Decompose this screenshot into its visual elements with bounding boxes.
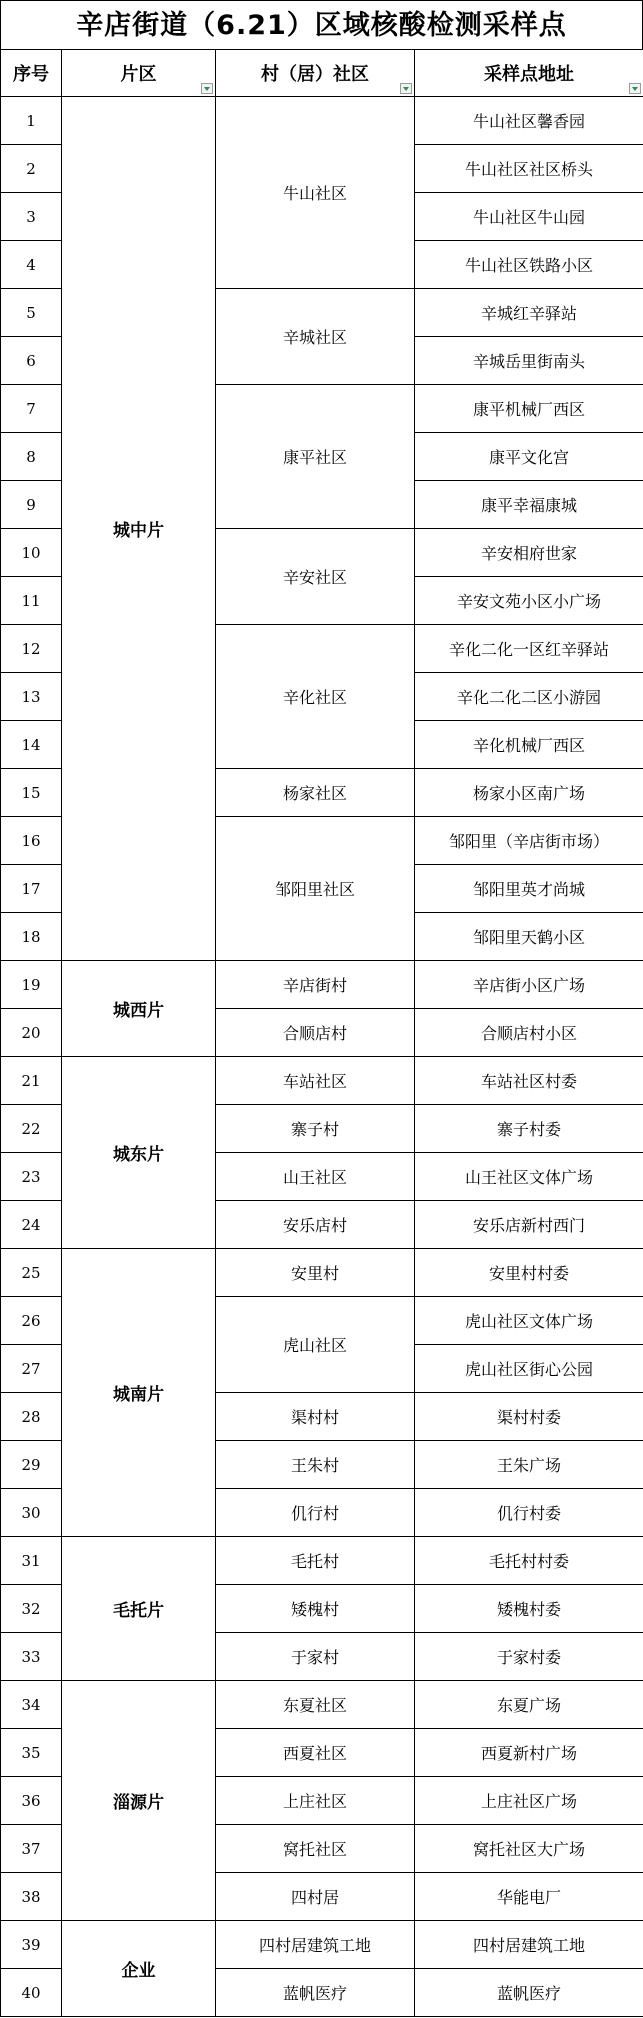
cell-community[interactable]: 牛山社区 bbox=[216, 97, 415, 289]
cell-site-address[interactable]: 辛城红辛驿站 bbox=[415, 289, 643, 337]
sheet-title: 辛店街道（6.21）区域核酸检测采样点 bbox=[0, 0, 643, 49]
cell-index[interactable]: 4 bbox=[1, 241, 62, 289]
cell-site-address[interactable]: 杨家小区南广场 bbox=[415, 769, 643, 817]
cell-zone[interactable]: 毛托片 bbox=[62, 1537, 216, 1681]
cell-index[interactable]: 37 bbox=[1, 1825, 62, 1873]
cell-site-address[interactable]: 辛化二化一区红辛驿站 bbox=[415, 625, 643, 673]
cell-site-address[interactable]: 仉行村委 bbox=[415, 1489, 643, 1537]
table-row bbox=[1, 1681, 643, 1729]
cell-index[interactable]: 26 bbox=[1, 1297, 62, 1345]
cell-index[interactable]: 11 bbox=[1, 577, 62, 625]
cell-community[interactable]: 上庄社区 bbox=[216, 1777, 415, 1825]
cell-site-address[interactable]: 邹阳里天鹤小区 bbox=[415, 913, 643, 961]
cell-community[interactable]: 四村居建筑工地 bbox=[216, 1921, 415, 1969]
cell-site-address[interactable]: 车站社区村委 bbox=[415, 1057, 643, 1105]
cell-community[interactable]: 辛化社区 bbox=[216, 625, 415, 769]
cell-zone[interactable]: 城西片 bbox=[62, 961, 216, 1057]
cell-site-address[interactable]: 安里村村委 bbox=[415, 1249, 643, 1297]
cell-index[interactable]: 13 bbox=[1, 673, 62, 721]
cell-index[interactable]: 1 bbox=[1, 97, 62, 145]
cell-site-address[interactable]: 邹阳里（辛店街市场） bbox=[415, 817, 643, 865]
cell-site-address[interactable]: 寨子村委 bbox=[415, 1105, 643, 1153]
cell-zone[interactable]: 淄源片 bbox=[62, 1681, 216, 1921]
cell-community[interactable]: 虎山社区 bbox=[216, 1297, 415, 1393]
cell-index[interactable]: 27 bbox=[1, 1345, 62, 1393]
table-row bbox=[1, 961, 643, 1009]
cell-index[interactable]: 19 bbox=[1, 961, 62, 1009]
cell-zone[interactable]: 城南片 bbox=[62, 1249, 216, 1537]
cell-site-address[interactable]: 康平机械厂西区 bbox=[415, 385, 643, 433]
header-site bbox=[415, 50, 643, 97]
table-row bbox=[1, 1921, 643, 1969]
header-zone-label: 片区 bbox=[120, 64, 157, 85]
cell-index[interactable]: 40 bbox=[1, 1969, 62, 2017]
cell-index[interactable]: 14 bbox=[1, 721, 62, 769]
header-community bbox=[216, 50, 415, 97]
cell-community[interactable]: 安里村 bbox=[216, 1249, 415, 1297]
cell-index[interactable]: 10 bbox=[1, 529, 62, 577]
cell-site-address[interactable]: 邹阳里英才尚城 bbox=[415, 865, 643, 913]
table-row bbox=[1, 1057, 643, 1105]
cell-index[interactable]: 31 bbox=[1, 1537, 62, 1585]
cell-community[interactable]: 矮槐村 bbox=[216, 1585, 415, 1633]
cell-index[interactable]: 3 bbox=[1, 193, 62, 241]
cell-community[interactable]: 合顺店村 bbox=[216, 1009, 415, 1057]
cell-community[interactable]: 康平社区 bbox=[216, 385, 415, 529]
table-body bbox=[1, 97, 643, 2017]
cell-community[interactable]: 辛店街村 bbox=[216, 961, 415, 1009]
cell-index[interactable]: 15 bbox=[1, 769, 62, 817]
header-community-label: 村（居）社区 bbox=[261, 64, 369, 85]
cell-site-address[interactable]: 东夏广场 bbox=[415, 1681, 643, 1729]
cell-zone[interactable]: 城东片 bbox=[62, 1057, 216, 1249]
cell-community[interactable]: 王朱村 bbox=[216, 1441, 415, 1489]
cell-index[interactable]: 34 bbox=[1, 1681, 62, 1729]
cell-community[interactable]: 四村居 bbox=[216, 1873, 415, 1921]
cell-index[interactable]: 18 bbox=[1, 913, 62, 961]
header-index-label: 序号 bbox=[13, 64, 49, 85]
cell-site-address[interactable]: 窝托社区大广场 bbox=[415, 1825, 643, 1873]
table-row bbox=[1, 1537, 643, 1585]
cell-index[interactable]: 38 bbox=[1, 1873, 62, 1921]
cell-site-address[interactable]: 矮槐村委 bbox=[415, 1585, 643, 1633]
cell-zone[interactable]: 城中片 bbox=[62, 97, 216, 961]
cell-site-address[interactable]: 虎山社区文体广场 bbox=[415, 1297, 643, 1345]
cell-community[interactable]: 于家村 bbox=[216, 1633, 415, 1681]
cell-community[interactable]: 杨家社区 bbox=[216, 769, 415, 817]
cell-community[interactable]: 山王社区 bbox=[216, 1153, 415, 1201]
filter-dropdown-icon[interactable] bbox=[400, 83, 412, 94]
cell-index[interactable]: 29 bbox=[1, 1441, 62, 1489]
cell-index[interactable]: 16 bbox=[1, 817, 62, 865]
cell-community[interactable]: 毛托村 bbox=[216, 1537, 415, 1585]
cell-community[interactable]: 窝托社区 bbox=[216, 1825, 415, 1873]
filter-dropdown-icon[interactable] bbox=[201, 83, 213, 94]
cell-index[interactable]: 23 bbox=[1, 1153, 62, 1201]
cell-community[interactable]: 寨子村 bbox=[216, 1105, 415, 1153]
cell-index[interactable]: 17 bbox=[1, 865, 62, 913]
cell-index[interactable]: 7 bbox=[1, 385, 62, 433]
cell-community[interactable]: 车站社区 bbox=[216, 1057, 415, 1105]
cell-index[interactable]: 5 bbox=[1, 289, 62, 337]
cell-site-address[interactable]: 渠村村委 bbox=[415, 1393, 643, 1441]
cell-site-address[interactable]: 牛山社区馨香园 bbox=[415, 97, 643, 145]
cell-index[interactable]: 33 bbox=[1, 1633, 62, 1681]
cell-community[interactable]: 辛安社区 bbox=[216, 529, 415, 625]
cell-community[interactable]: 蓝帆医疗 bbox=[216, 1969, 415, 2017]
cell-index[interactable]: 21 bbox=[1, 1057, 62, 1105]
filter-dropdown-icon[interactable] bbox=[629, 83, 641, 94]
cell-community[interactable]: 仉行村 bbox=[216, 1489, 415, 1537]
sampling-sites-table bbox=[0, 49, 643, 2017]
cell-site-address[interactable]: 于家村委 bbox=[415, 1633, 643, 1681]
cell-index[interactable]: 25 bbox=[1, 1249, 62, 1297]
cell-community[interactable]: 邹阳里社区 bbox=[216, 817, 415, 961]
cell-site-address[interactable]: 牛山社区铁路小区 bbox=[415, 241, 643, 289]
cell-site-address[interactable]: 合顺店村小区 bbox=[415, 1009, 643, 1057]
cell-index[interactable]: 30 bbox=[1, 1489, 62, 1537]
cell-site-address[interactable]: 辛安文苑小区小广场 bbox=[415, 577, 643, 625]
cell-site-address[interactable]: 安乐店新村西门 bbox=[415, 1201, 643, 1249]
cell-community[interactable]: 辛城社区 bbox=[216, 289, 415, 385]
cell-site-address[interactable]: 牛山社区社区桥头 bbox=[415, 145, 643, 193]
cell-community[interactable]: 东夏社区 bbox=[216, 1681, 415, 1729]
header-row bbox=[1, 50, 643, 97]
cell-site-address[interactable]: 上庄社区广场 bbox=[415, 1777, 643, 1825]
cell-site-address[interactable]: 康平幸福康城 bbox=[415, 481, 643, 529]
cell-site-address[interactable]: 辛化二化二区小游园 bbox=[415, 673, 643, 721]
header-site-label: 采样点地址 bbox=[484, 64, 574, 85]
cell-site-address[interactable]: 辛城岳里街南头 bbox=[415, 337, 643, 385]
cell-site-address[interactable]: 毛托村村委 bbox=[415, 1537, 643, 1585]
cell-index[interactable]: 22 bbox=[1, 1105, 62, 1153]
cell-site-address[interactable]: 山王社区文体广场 bbox=[415, 1153, 643, 1201]
table-row bbox=[1, 1249, 643, 1297]
cell-site-address[interactable]: 康平文化宫 bbox=[415, 433, 643, 481]
cell-index[interactable]: 36 bbox=[1, 1777, 62, 1825]
cell-site-address[interactable]: 辛店街小区广场 bbox=[415, 961, 643, 1009]
cell-index[interactable]: 32 bbox=[1, 1585, 62, 1633]
cell-community[interactable]: 渠村村 bbox=[216, 1393, 415, 1441]
cell-site-address[interactable]: 虎山社区街心公园 bbox=[415, 1345, 643, 1393]
cell-index[interactable]: 8 bbox=[1, 433, 62, 481]
table-row bbox=[1, 97, 643, 145]
cell-community[interactable]: 安乐店村 bbox=[216, 1201, 415, 1249]
header-index bbox=[1, 50, 62, 97]
cell-index[interactable]: 24 bbox=[1, 1201, 62, 1249]
cell-site-address[interactable]: 华能电厂 bbox=[415, 1873, 643, 1921]
cell-site-address[interactable]: 四村居建筑工地 bbox=[415, 1921, 643, 1969]
cell-index[interactable]: 28 bbox=[1, 1393, 62, 1441]
cell-index[interactable]: 2 bbox=[1, 145, 62, 193]
cell-index[interactable]: 35 bbox=[1, 1729, 62, 1777]
cell-site-address[interactable]: 辛化机械厂西区 bbox=[415, 721, 643, 769]
cell-site-address[interactable]: 辛安相府世家 bbox=[415, 529, 643, 577]
cell-site-address[interactable]: 蓝帆医疗 bbox=[415, 1969, 643, 2017]
cell-index[interactable]: 6 bbox=[1, 337, 62, 385]
cell-index[interactable]: 12 bbox=[1, 625, 62, 673]
cell-index[interactable]: 20 bbox=[1, 1009, 62, 1057]
header-zone bbox=[62, 50, 216, 97]
cell-index[interactable]: 9 bbox=[1, 481, 62, 529]
cell-site-address[interactable]: 牛山社区牛山园 bbox=[415, 193, 643, 241]
cell-zone[interactable]: 企业 bbox=[62, 1921, 216, 2017]
cell-index[interactable]: 39 bbox=[1, 1921, 62, 1969]
cell-community[interactable]: 西夏社区 bbox=[216, 1729, 415, 1777]
cell-site-address[interactable]: 王朱广场 bbox=[415, 1441, 643, 1489]
cell-site-address[interactable]: 西夏新村广场 bbox=[415, 1729, 643, 1777]
